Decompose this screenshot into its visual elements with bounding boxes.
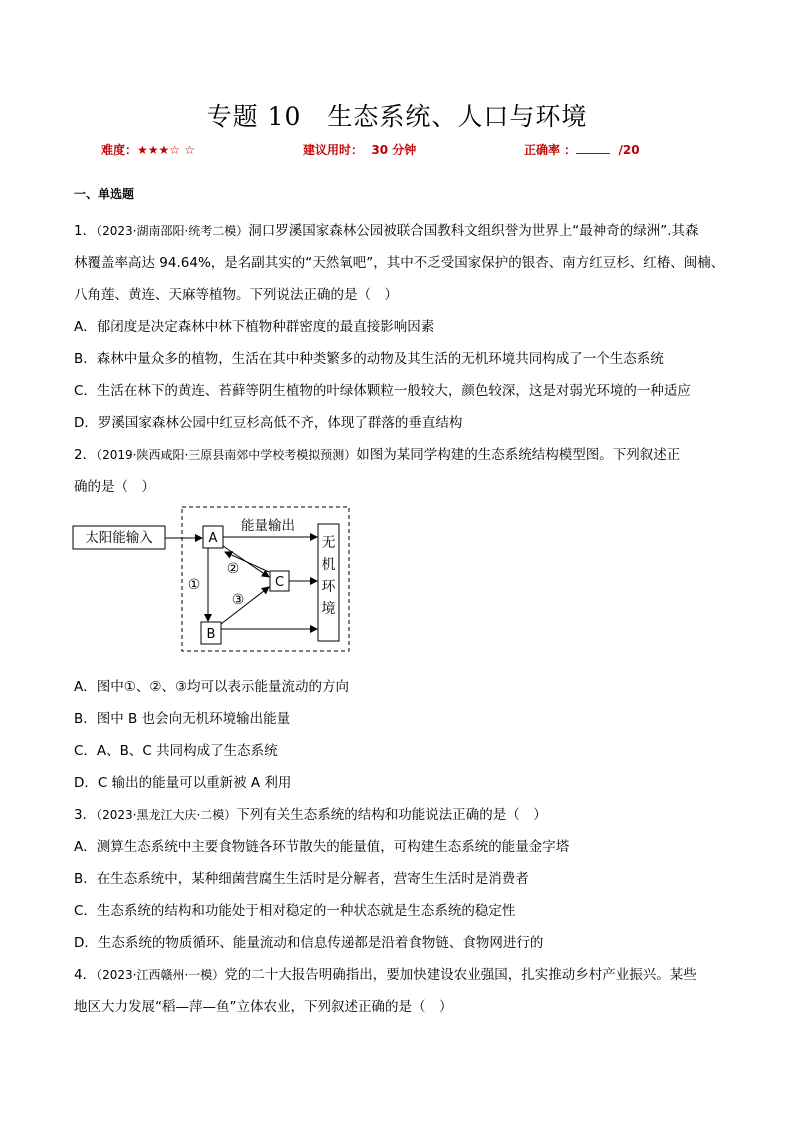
ecosystem-model-diagram (70, 500, 360, 660)
q1-line-1 (74, 219, 699, 239)
page-title: 专题 10 生态系统、人口与环境 (206, 102, 588, 131)
q3-option-a: A．测算生态系统中主要食物链各环节散失的能量值，可构建生态系统的能量金字塔 (74, 839, 570, 855)
q1-line-3: 八角莲、黄连、天麻等植物。下列说法正确的是（ ） (74, 287, 398, 303)
energy-output-label: 能量输出 (241, 518, 295, 534)
q1-option-a: A．郁闭度是决定森林中林下植物种群密度的最直接影响因素 (74, 319, 435, 335)
q2-source: （2019·陕西咸阳·三原县南郊中学校考模拟预测） (96, 448, 357, 462)
arrow-1-label: ① (187, 577, 201, 593)
arrow-2-label: ② (226, 561, 240, 577)
q4-line-1 (74, 963, 697, 983)
accuracy-total: /20 (618, 143, 640, 157)
q1-number: 1． (74, 223, 97, 239)
q2-option-c: C．A、B、C 共同构成了生态系统 (74, 743, 278, 759)
q2-line-1 (74, 443, 680, 463)
q4-source: （2023·江西赣州·一模） (96, 968, 225, 982)
env-char-2: 机 (321, 557, 336, 573)
difficulty-meta (101, 141, 195, 158)
q2-option-b: B．图中 B 也会向无机环境输出能量 (74, 711, 291, 727)
q3-source: （2023·黑龙江大庆·二模） (96, 808, 237, 822)
env-char-1: 无 (321, 535, 336, 551)
difficulty-label: 难度： (101, 143, 138, 157)
q2-line-2: 确的是（ ） (74, 479, 155, 495)
time-value: 30 分钟 (371, 143, 417, 157)
q1-option-b: B．森林中量众多的植物，生活在其中种类繁多的动物及其生活的无机环境共同构成了一个生态系统 (74, 351, 664, 367)
q2-number: 2． (74, 447, 97, 463)
accuracy-meta (524, 141, 640, 158)
arrow-b-to-c (221, 587, 269, 624)
q4-line-2: 地区大力发展“稻—萍—鱼”立体农业，下列叙述正确的是（ ） (74, 999, 453, 1015)
q1-line-2: 林覆盖率高达 94.64%，是名副其实的“天然氧吧”，其中不乏受国家保护的银杏、南方红豆杉、红椿、闽楠、 (74, 255, 725, 271)
q1-stem-1: 洞口罗溪国家森林公园被联合国教科文组织誉为世界上“最神奇的绿洲”.其森 (248, 223, 699, 239)
arrow-3-label: ③ (231, 592, 245, 608)
node-c-label: C (274, 575, 285, 590)
q3-option-d: D．生态系统的物质循环、能量流动和信息传递都是沿着食物链、食物网进行的 (74, 935, 544, 951)
q3-option-b: B．在生态系统中，某种细菌营腐生生活时是分解者，营寄生生活时是消费者 (74, 871, 529, 887)
q4-stem-1: 党的二十大报告明确指出，要加快建设农业强国，扎实推动乡村产业振兴。某些 (224, 967, 697, 983)
q3-number: 3． (74, 807, 97, 823)
q2-stem-1: 如图为某同学构建的生态系统结构模型图。下列叙述正 (356, 447, 681, 463)
env-char-3: 环 (321, 579, 336, 595)
time-label: 建议用时： (303, 143, 364, 157)
env-char-4: 境 (321, 601, 336, 617)
accuracy-label: 正确率 ： (524, 143, 577, 157)
q2-option-a: A．图中①、②、③均可以表示能量流动的方向 (74, 679, 350, 695)
node-b-label: B (206, 627, 216, 642)
time-meta (303, 141, 416, 158)
section-title: 一、单选题 (74, 187, 135, 201)
q3-stem-1: 下列有关生态系统的结构和功能说法正确的是（ ） (236, 807, 547, 823)
node-a-label: A (208, 531, 218, 546)
q1-option-d: D．罗溪国家森林公园中红豆杉高低不齐，体现了群落的垂直结构 (74, 415, 463, 431)
q1-option-c: C．生活在林下的黄连、苔藓等阴生植物的叶绿体颗粒一般较大，颜色较深，这是对弱光环境的一种适应 (74, 383, 691, 399)
q3-option-c: C．生态系统的结构和功能处于相对稳定的一种状态就是生态系统的稳定性 (74, 903, 516, 919)
q2-option-d: D．C 输出的能量可以重新被 A 利用 (74, 775, 292, 791)
q3-line-1 (74, 803, 547, 823)
q1-source: （2023·湖南邵阳·统考二模） (96, 224, 249, 238)
difficulty-stars: ★★★☆ ☆ (137, 143, 195, 157)
accuracy-blank[interactable] (576, 142, 610, 154)
solar-input-label: 太阳能输入 (85, 530, 153, 546)
q4-number: 4． (74, 967, 97, 983)
